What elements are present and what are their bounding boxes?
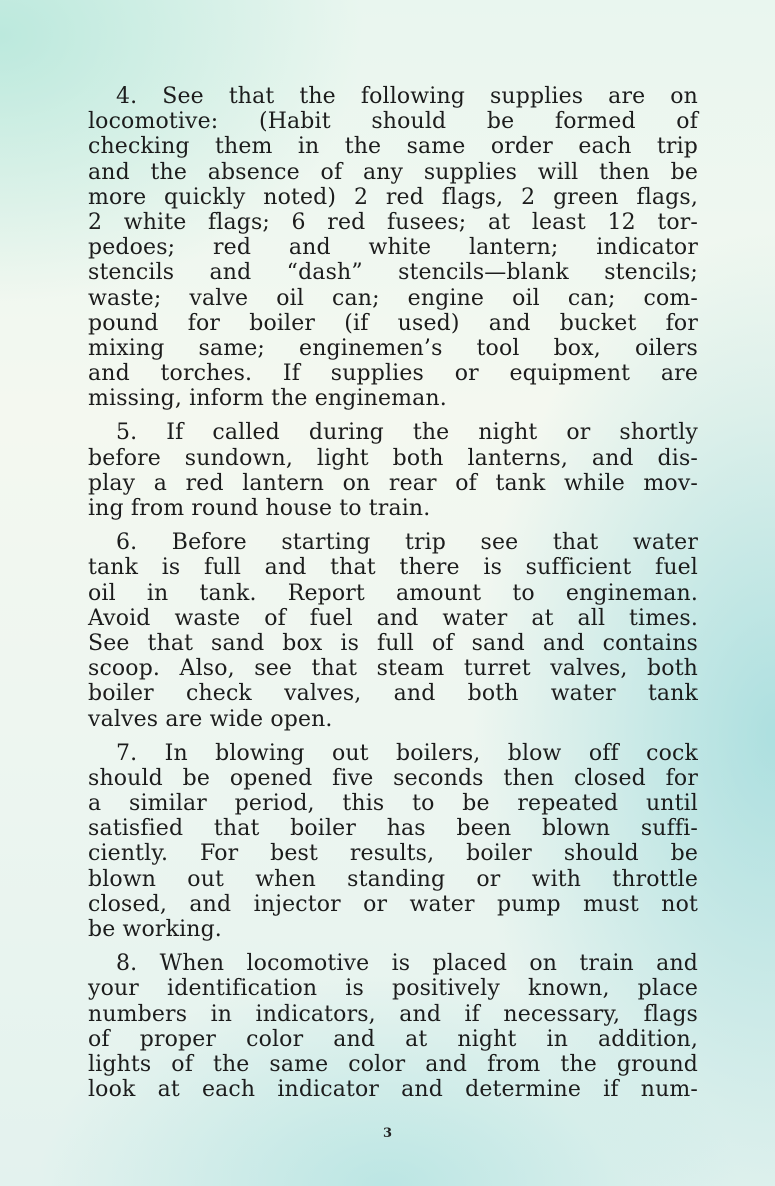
text-line: 2 white flags; 6 red fusees; at least 12 tor-: [88, 209, 698, 235]
paragraph: [88, 951, 698, 1102]
text-line: your identification is positively known, place: [88, 976, 698, 1002]
text-line: 4. See that the following supplies are on: [116, 84, 698, 109]
text-line: valves are wide open.: [88, 706, 333, 732]
text-line: 7. In blowing out boilers, blow off cock: [116, 740, 698, 766]
text-line: 6. Before starting trip see that water: [116, 530, 698, 556]
paragraph: [88, 420, 698, 521]
page-number: 3: [382, 1126, 393, 1141]
body-text: [88, 84, 698, 1111]
paragraph: [88, 530, 698, 732]
text-line: 8. When locomotive is placed on train and: [116, 951, 698, 977]
text-line: oil in tank. Report amount to engineman.: [88, 580, 698, 606]
text-line: locomotive: (Habit should be formed of: [88, 109, 698, 135]
text-line: pound for boiler (if used) and bucket for: [88, 310, 698, 336]
paragraph: [88, 84, 698, 411]
text-line: and the absence of any supplies will then be: [88, 159, 698, 185]
text-line: tank is full and that there is sufficient fuel: [88, 555, 698, 581]
text-line: boiler check valves, and both water tank: [88, 681, 698, 707]
text-line: See that sand box is full of sand and contains: [88, 630, 698, 656]
text-line: of proper color and at night in addition,: [88, 1026, 698, 1052]
text-line: closed, and injector or water pump must not: [88, 891, 698, 917]
text-line: be working.: [88, 917, 222, 942]
text-line: satisfied that boiler has been blown suffi-: [88, 816, 698, 842]
text-line: lights of the same color and from the ground: [88, 1051, 698, 1077]
text-line: ing from round house to train.: [88, 496, 431, 521]
text-line: look at each indicator and determine if num-: [88, 1077, 698, 1103]
text-line: should be opened five seconds then closed for: [88, 765, 698, 791]
text-line: ciently. For best results, boiler should be: [88, 841, 698, 867]
text-line: and torches. If supplies or equipment are: [88, 361, 698, 387]
text-line: missing, inform the engineman.: [88, 386, 447, 412]
text-line: play a red lantern on rear of tank while mov-: [88, 470, 698, 496]
text-line: stencils and “dash” stencils—blank stencils;: [88, 260, 698, 286]
paragraph: [88, 741, 698, 943]
text-line: a similar period, this to be repeated until: [88, 791, 698, 817]
text-line: before sundown, light both lanterns, and dis-: [88, 445, 698, 471]
text-line: 5. If called during the night or shortly: [116, 420, 698, 446]
text-line: mixing same; enginemen’s tool box, oilers: [88, 335, 698, 361]
text-line: checking them in the same order each trip: [88, 134, 698, 160]
text-line: pedoes; red and white lantern; indicator: [88, 235, 698, 261]
text-line: more quickly noted) 2 red flags, 2 green flags,: [88, 184, 698, 210]
text-line: Avoid waste of fuel and water at all times.: [88, 605, 698, 631]
text-line: waste; valve oil can; engine oil can; com-: [88, 285, 698, 311]
text-line: numbers in indicators, and if necessary, flags: [88, 1001, 698, 1027]
text-line: scoop. Also, see that steam turret valves, both: [88, 656, 698, 682]
text-line: blown out when standing or with throttle: [88, 866, 698, 892]
